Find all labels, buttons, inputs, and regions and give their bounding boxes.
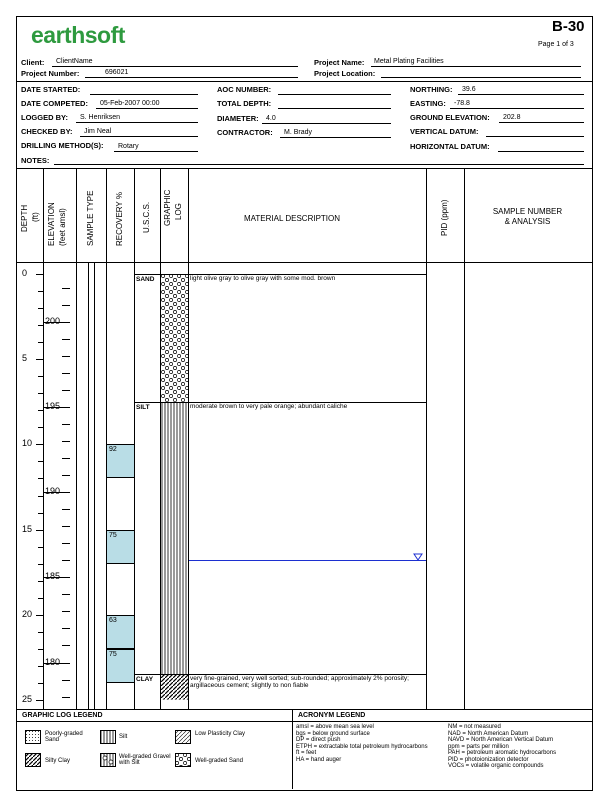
recovery-value: 92: [109, 446, 117, 454]
uscs-code: SAND: [136, 276, 155, 283]
elevation-label: 190: [45, 486, 61, 497]
depth-tick: [36, 444, 43, 445]
recovery-value: 75: [109, 650, 117, 658]
easting-value: -78.8: [454, 100, 470, 107]
vertical-datum-underline: [486, 136, 584, 137]
page-indicator: Page 1 of 3: [538, 41, 574, 48]
col-sep-2: [76, 168, 77, 709]
poorly-graded-sand-label: Poorly-graded Sand: [45, 731, 83, 743]
project-number-label: Project Number:: [21, 69, 80, 78]
depth-tick: [38, 513, 43, 514]
project-number-value: 696021: [105, 69, 129, 76]
acronym-legend-title: ACRONYM LEGEND: [298, 712, 366, 719]
checked-by-underline: [80, 136, 198, 137]
uscs-code: CLAY: [136, 676, 154, 684]
poorly-graded-sand-swatch: [25, 730, 41, 744]
water-level-line: [189, 560, 426, 561]
graphic-log-silt: [161, 402, 188, 675]
elevation-tick: [62, 305, 70, 306]
silt-label: Silt: [119, 734, 128, 740]
elevation-tick: [62, 373, 70, 374]
acronym-item: ft = feet: [296, 750, 317, 756]
ground-elevation-underline: [499, 122, 584, 123]
project-number-underline: [85, 77, 298, 78]
depth-tick: [38, 478, 43, 479]
depth-tick: [36, 274, 43, 275]
depth-tick: [38, 342, 43, 343]
elevation-tick: [62, 680, 70, 681]
depth-unit: (ft): [31, 212, 40, 222]
northing-value: 39.6: [462, 86, 476, 93]
total-depth-underline: [278, 108, 391, 109]
depth-tick: [36, 359, 43, 360]
elevation-label: 200: [45, 315, 61, 326]
easting-label: EASTING:: [410, 99, 446, 108]
graphic-log-clay: [161, 674, 188, 700]
depth-label: 0: [22, 268, 28, 278]
elevation-tick: [62, 458, 70, 459]
sample-type-inner-left: [88, 262, 89, 709]
acronym-item: NAD = North American Datum: [448, 730, 529, 737]
earthsoft-logo: earthsoft: [31, 22, 125, 48]
elevation-tick: [62, 697, 70, 698]
depth-tick: [38, 461, 43, 462]
recovery-header: RECOVERY %: [115, 192, 124, 246]
sample-type-header: SAMPLE TYPE: [86, 190, 95, 246]
client-label: Client:: [21, 58, 45, 67]
silty-clay-swatch: [25, 753, 41, 767]
well-graded-sand-label: Well-graded Sand: [195, 758, 243, 764]
diameter-value: 4.0: [266, 115, 276, 122]
sample-number-header: [464, 207, 591, 227]
legend-title-divider: [16, 721, 592, 722]
elevation-tick: [62, 441, 70, 442]
boring-id: B-30: [552, 18, 585, 35]
acronym-item: NM = not measured: [448, 724, 501, 730]
pid-header: PID (ppm): [440, 199, 449, 236]
ground-elevation-value: 202.8: [503, 114, 521, 121]
elevation-tick: [62, 628, 70, 629]
northing-underline: [458, 94, 584, 95]
total-depth-label: TOTAL DEPTH:: [217, 99, 272, 108]
table-top-border: [16, 168, 592, 169]
acronym-item: bgs = below ground surface: [296, 730, 370, 737]
elevation-label: 185: [45, 571, 61, 582]
horizontal-datum-underline: [498, 151, 584, 152]
depth-label: 25: [22, 694, 33, 704]
well-graded-gravel-silt-swatch: [100, 753, 116, 767]
low-plasticity-clay-label: Low Plasticity Clay: [195, 731, 246, 737]
graphic-legend-title: GRAPHIC LOG LEGEND: [22, 712, 103, 719]
col-sep-1: [43, 168, 44, 709]
depth-tick: [38, 393, 43, 394]
depth-tick: [38, 427, 43, 428]
easting-underline: [450, 108, 584, 109]
graphic-log-header: GRAPHIC: [163, 189, 172, 226]
uscs-header: U.S.C.S.: [142, 201, 151, 233]
col-sep-7: [426, 168, 427, 709]
low-plasticity-clay-swatch: [175, 730, 191, 744]
elevation-tick: [62, 560, 70, 561]
acronym-item: amsl = above mean sea level: [296, 724, 374, 730]
elevation-label: 180: [45, 656, 61, 667]
depth-tick: [38, 564, 43, 565]
elevation-tick: [62, 594, 70, 595]
depth-tick: [36, 615, 43, 616]
graphic-log-header-2: LOG: [174, 203, 183, 220]
depth-tick: [38, 325, 43, 326]
elevation-tick: [62, 339, 70, 340]
elevation-tick: [62, 526, 70, 527]
acronym-item: HA = hand auger: [296, 756, 342, 763]
col-sep-6: [188, 168, 189, 709]
elevation-tick: [62, 356, 70, 357]
depth-tick: [38, 581, 43, 582]
depth-tick: [38, 308, 43, 309]
depth-tick: [38, 666, 43, 667]
drilling-method-value: Rotary: [118, 143, 139, 150]
depth-tick: [38, 410, 43, 411]
elevation-header: ELEVATION: [47, 202, 56, 246]
legend-top-border: [16, 709, 592, 710]
acronym-list-right: [448, 724, 590, 770]
acronym-item: ETPH = extractable total petroleum hydrocarbons: [296, 743, 428, 750]
depth-label: 10: [22, 438, 33, 449]
northing-label: NORTHING:: [410, 85, 453, 94]
sample-number-header-line1: SAMPLE NUMBER: [492, 207, 563, 216]
depth-header: DEPTH: [20, 204, 29, 232]
well-graded-sand-swatch: [175, 753, 191, 767]
depth-label: 5: [22, 353, 28, 364]
contractor-value: M. Brady: [284, 129, 313, 136]
horizontal-datum-label: HORIZONTAL DATUM:: [410, 142, 490, 151]
diameter-label: DIAMETER:: [217, 114, 259, 123]
legend-divider: [292, 709, 293, 789]
contractor-label: CONTRACTOR:: [217, 128, 273, 137]
recovery-value: 63: [109, 616, 117, 624]
client-underline: [52, 66, 298, 67]
project-location-label: Project Location:: [314, 69, 376, 78]
material-description-text: light olive gray to olive gray with some mod. brown: [190, 275, 336, 282]
date-started-underline: [90, 94, 198, 95]
graphic-log-sand: [161, 274, 188, 402]
material-description-text: very fine-grained, very well sorted; sub-rounded; approximately 2% porosity; argillaceous cement; slightly to non fiable: [190, 675, 409, 689]
depth-label: 15: [22, 523, 33, 534]
checked-by-value: Jim Neal: [84, 128, 112, 135]
project-name-label: Project Name:: [314, 58, 365, 67]
elevation-tick: [62, 509, 70, 510]
date-completed-label: DATE COMPETED:: [21, 99, 88, 108]
material-description-header: MATERIAL DESCRIPTION: [244, 214, 341, 223]
depth-tick: [38, 683, 43, 684]
col-sep-4: [134, 168, 135, 709]
depth-tick: [38, 598, 43, 599]
elevation-tick: [62, 288, 70, 289]
sample-type-inner-right: [94, 262, 95, 709]
drilling-method-label: DRILLING METHOD(S):: [21, 141, 104, 150]
logged-by-value: S. Henriksen: [80, 114, 121, 121]
depth-tick: [38, 496, 43, 497]
date-completed-value: 05-Feb-2007 00:00: [100, 100, 160, 107]
ground-elevation-label: GROUND ELEVATION:: [410, 113, 490, 122]
water-level-icon: [413, 553, 423, 561]
acronym-item: NAVD = North American Vertical Datum: [448, 737, 554, 743]
aoc-number-label: AOC NUMBER:: [217, 85, 272, 94]
depth-label: 20: [22, 608, 33, 619]
acronym-item: DP = direct push: [296, 737, 341, 743]
notes-label: NOTES:: [21, 156, 50, 165]
uscs-code: SILT: [136, 403, 150, 411]
depth-tick: [38, 291, 43, 292]
table-header-bottom: [16, 262, 592, 263]
logged-by-label: LOGGED BY:: [21, 113, 68, 122]
silt-swatch: [100, 730, 116, 744]
acronym-item: ppm = parts per million: [448, 743, 509, 750]
contractor-underline: [280, 137, 391, 138]
project-location-underline: [381, 77, 581, 78]
well-graded-gravel-silt-label: Well-graded Gravel with Silt: [119, 754, 171, 766]
depth-tick: [38, 632, 43, 633]
elevation-tick: [62, 390, 70, 391]
date-started-label: DATE STARTED:: [21, 85, 81, 94]
elevation-tick: [62, 475, 70, 476]
depth-tick: [36, 530, 43, 531]
vertical-datum-label: VERTICAL DATUM:: [410, 127, 479, 136]
drilling-method-underline: [114, 151, 198, 152]
header-divider: [16, 81, 592, 82]
elevation-tick: [62, 424, 70, 425]
client-value: ClientName: [56, 58, 93, 65]
diameter-underline: [262, 123, 391, 124]
depth-tick: [38, 547, 43, 548]
col-sep-8: [464, 168, 465, 709]
silty-clay-label: Silty Clay: [45, 758, 71, 764]
date-completed-underline: [96, 108, 198, 109]
checked-by-label: CHECKED BY:: [21, 127, 73, 136]
elevation-unit: (feet amsl): [58, 208, 67, 246]
sample-number-header-line2: & ANALYSIS: [504, 217, 551, 226]
elevation-label: 195: [45, 400, 61, 411]
recovery-value: 75: [109, 531, 117, 539]
project-name-value: Metal Plating Facilities: [374, 58, 444, 65]
notes-underline: [54, 164, 584, 165]
acronym-item: PID = photoionization detector: [448, 756, 529, 763]
project-name-underline: [371, 66, 581, 67]
elevation-tick: [62, 645, 70, 646]
logged-by-underline: [76, 122, 198, 123]
depth-tick: [38, 376, 43, 377]
acronym-item: PAH = petroleum aromatic hydrocarbons: [448, 750, 557, 756]
acronym-list-left: [296, 724, 446, 763]
depth-tick: [38, 649, 43, 650]
aoc-number-underline: [278, 94, 391, 95]
elevation-tick: [62, 543, 70, 544]
acronym-item: VOCs = volatile organic compounds: [448, 763, 544, 769]
depth-tick: [36, 700, 43, 701]
elevation-tick: [62, 611, 70, 612]
material-description-text: moderate brown to very pale orange; abundant caliche: [190, 402, 348, 410]
